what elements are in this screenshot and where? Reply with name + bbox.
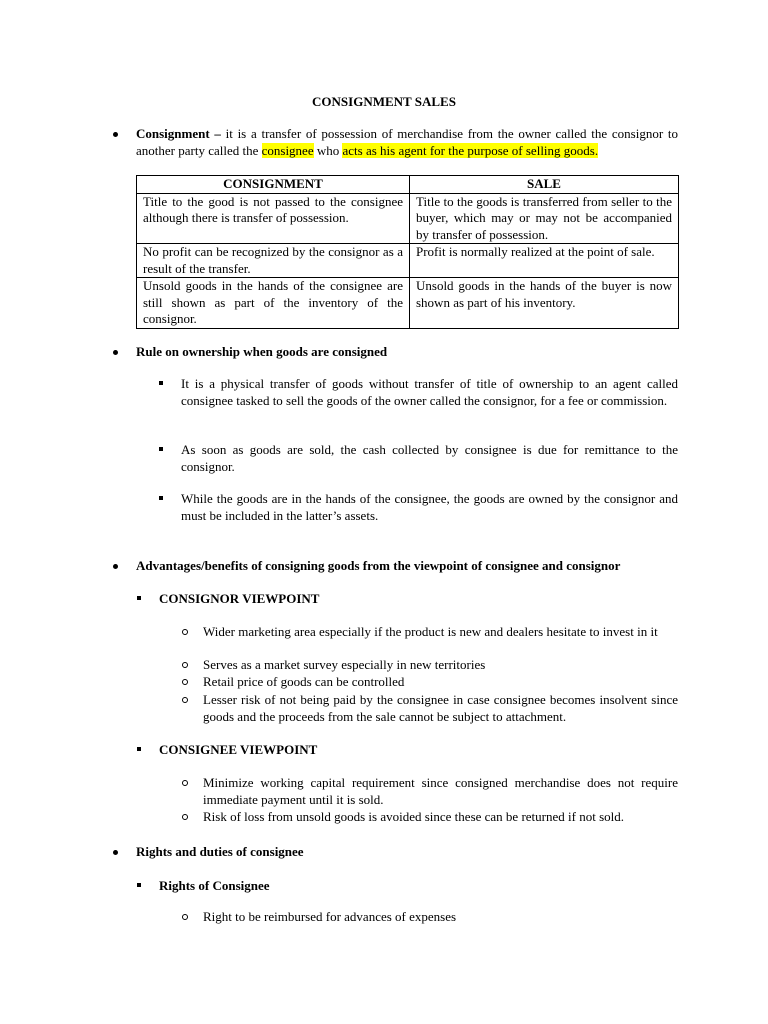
list-item: While the goods are in the hands of the consignee, the goods are owned by the consignor and must be included in the latter’s assets. [181,491,678,523]
circle-bullet [182,629,188,635]
definition-text-1: it is a transfer of possession of merchandise from the owner called the consignor to another party called the [136,126,678,158]
list-item: Risk of loss from unsold goods is avoided since these can be returned if not sold. [203,809,624,824]
circle-bullet [182,662,188,668]
table-cell: No profit can be recognized by the consignor as a result of the transfer. [137,244,410,278]
consignor-viewpoint-heading: CONSIGNOR VIEWPOINT [159,591,320,606]
definition-paragraph [136,126,678,159]
table-cell: Title to the good is not passed to the consignee although there is transfer of possession. [137,193,410,244]
list-item: Retail price of goods can be controlled [203,674,405,689]
page-title: CONSIGNMENT SALES [312,94,456,109]
table-row [137,278,679,329]
highlight-consignee: consignee [261,142,314,158]
circle-bullet [182,780,188,786]
advantages-heading: Advantages/benefits of consigning goods from the viewpoint of consignee and consignor [136,558,621,573]
table-cell: Unsold goods in the hands of the consignee are still shown as part of the inventory of the consignor. [137,278,410,329]
table-cell: Title to the goods is transferred from seller to the buyer, which may or may not be accompanied by transfer of possession. [410,193,679,244]
consignee-viewpoint-heading: CONSIGNEE VIEWPOINT [159,742,318,757]
bullet-dot [113,132,118,137]
ownership-heading: Rule on ownership when goods are consigned [136,344,388,359]
list-item: It is a physical transfer of goods without transfer of title of ownership to an agent called consignee tasked to sell the goods of the owner called the consignor, for a fee or commission. [181,376,678,408]
square-bullet [137,883,141,887]
square-bullet [159,381,163,385]
bullet-dot [113,564,118,569]
circle-bullet [182,814,188,820]
table-cell: Unsold goods in the hands of the buyer is now shown as part of his inventory. [410,278,679,329]
square-bullet [159,447,163,451]
rights-heading: Rights and duties of consignee [136,844,304,859]
bullet-dot [113,350,118,355]
definition-term: Consignment – [136,126,221,141]
list-item: Right to be reimbursed for advances of expenses [203,909,457,924]
highlight-agent: acts as his agent for the purpose of selling goods. [342,142,599,158]
table-row [137,244,679,278]
list-item: Serves as a market survey especially in new territories [203,657,486,672]
square-bullet [137,596,141,600]
rights-subheading: Rights of Consignee [159,878,270,893]
circle-bullet [182,697,188,703]
list-item: As soon as goods are sold, the cash collected by consignee is due for remittance to the consignor. [181,442,678,474]
column-header-sale: SALE [410,176,679,194]
circle-bullet [182,679,188,685]
list-item: Minimize working capital requirement since consigned merchandise does not require immediate payment until it is sold. [203,775,678,807]
table-cell: Profit is normally realized at the point of sale. [410,244,679,278]
square-bullet [137,747,141,751]
table-header-row [137,176,679,194]
table-row [137,193,679,244]
comparison-table [136,175,679,329]
square-bullet [159,496,163,500]
circle-bullet [182,914,188,920]
bullet-dot [113,850,118,855]
column-header-consignment: CONSIGNMENT [137,176,410,194]
definition-text-2: who [313,142,343,158]
list-item: Lesser risk of not being paid by the consignee in case consignee becomes insolvent since goods and the proceeds from the sale cannot be subject to attachment. [203,692,678,724]
list-item: Wider marketing area especially if the product is new and dealers hesitate to invest in it [203,624,658,639]
